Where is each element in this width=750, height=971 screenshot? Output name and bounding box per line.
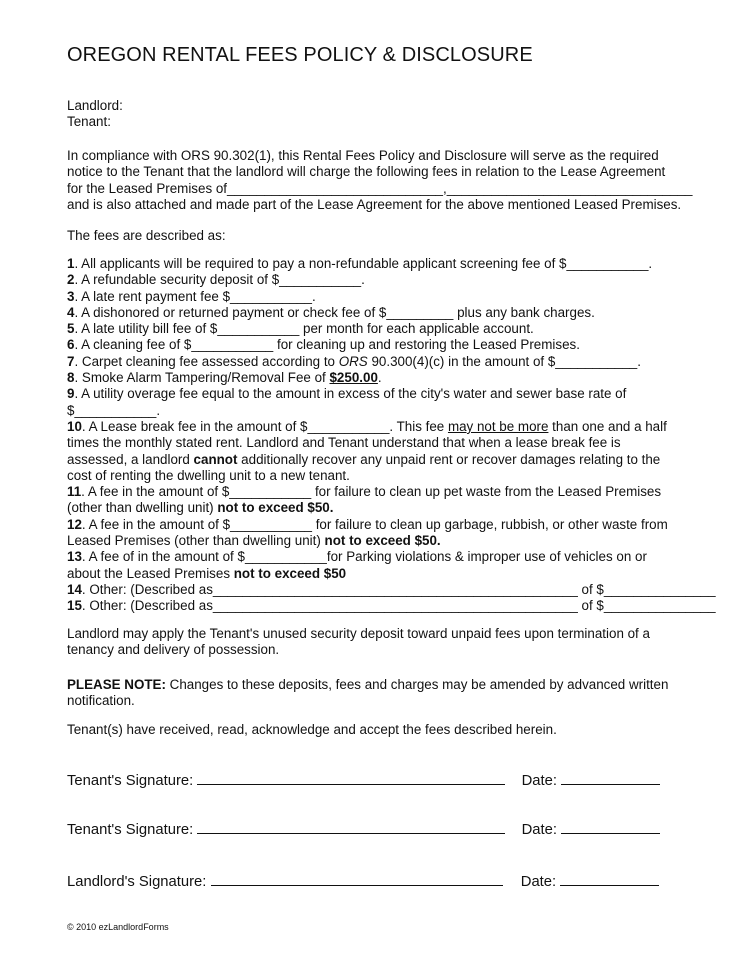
date-field[interactable] <box>561 819 660 834</box>
date-label: Date: <box>521 773 557 789</box>
note-line: notification. <box>67 693 135 709</box>
note-text: Changes to these deposits, fees and charges may be amended by advanced written <box>165 677 669 692</box>
date-field[interactable] <box>560 871 659 886</box>
fee-emphasis: may not be more <box>447 418 549 434</box>
fee-item-9-cont: $___________. <box>67 402 161 418</box>
fee-text: Leased Premises (other than dwelling unit) <box>67 533 325 549</box>
fee-text: . A Lease break fee in the amount of $___________. This fee <box>81 418 448 434</box>
fee-text: . Other: (Described as_________________________________________________ of $_______________ <box>81 598 716 614</box>
fee-emphasis: cannot <box>193 451 238 467</box>
tenant-label: Tenant: <box>67 114 111 130</box>
copyright-footer: © 2010 ezLandlordForms <box>67 922 169 932</box>
note-line <box>67 677 697 693</box>
signature-label: Landlord's Signature: <box>67 874 207 890</box>
fee-text: than one and a half <box>548 418 667 434</box>
fee-text: . <box>377 370 382 386</box>
intro-line: and is also attached and made part of the Lease Agreement for the above mentioned Leased Premises. <box>67 196 682 212</box>
fee-text: . A late utility bill fee of $___________ per month for each applicable account. <box>74 321 534 337</box>
signature-row-tenant-1 <box>67 770 660 789</box>
fee-item-3 <box>67 289 697 305</box>
fee-item-5 <box>67 321 697 337</box>
fee-number: 13 <box>67 549 82 565</box>
tenant-signature-field[interactable] <box>197 770 505 785</box>
signature-label: Tenant's Signature: <box>67 822 194 838</box>
fee-number: 7 <box>67 353 75 369</box>
fee-limit: not to exceed $50 <box>233 565 347 581</box>
landlord-label: Landlord: <box>67 98 123 113</box>
fee-text: assessed, a landlord <box>67 451 194 467</box>
fee-text: . Carpet cleaning fee assessed according to <box>74 353 339 369</box>
fee-text: 90.300(4)(c) in the amount of $___________. <box>367 353 641 369</box>
fee-text: . A refundable security deposit of $___________. <box>74 272 365 288</box>
fee-item-8 <box>67 370 697 386</box>
fee-text: (other than dwelling unit) <box>67 500 218 516</box>
fee-text: . All applicants will be required to pay a non-refundable applicant screening fee of $___________. <box>74 256 653 271</box>
fee-item-13 <box>67 549 697 565</box>
note-line: tenancy and delivery of possession. <box>67 642 280 658</box>
fee-item-15 <box>67 598 716 614</box>
fee-item-11-cont <box>67 500 697 516</box>
fee-number: 11 <box>67 484 82 500</box>
ors-reference: ORS <box>338 353 368 369</box>
fee-item-2 <box>67 272 697 288</box>
fee-number: 4 <box>67 304 75 320</box>
fee-text: . Other: (Described as_________________________________________________ of $_______________ <box>81 581 716 597</box>
fee-text: . A fee in the amount of $___________ for failure to clean up pet waste from the Leased Premises <box>81 484 662 500</box>
signature-row-landlord <box>67 871 659 890</box>
fee-item-9 <box>67 386 697 402</box>
fee-limit: not to exceed $50. <box>324 533 441 549</box>
intro-line: notice to the Tenant that the landlord will charge the following fees in relation to the Lease Agreement <box>67 164 666 180</box>
fee-item-10 <box>67 419 697 435</box>
fee-text: . A cleaning fee of $___________ for cleaning up and restoring the Leased Premises. <box>74 337 580 353</box>
fee-item-4 <box>67 305 697 321</box>
fee-number: 5 <box>67 321 75 337</box>
intro-line: In compliance with ORS 90.302(1), this Rental Fees Policy and Disclosure will serve as the required <box>67 148 659 163</box>
fee-item-1 <box>67 256 697 272</box>
fee-text: about the Leased Premises <box>67 565 234 581</box>
fees-intro: The fees are described as: <box>67 228 226 243</box>
fee-number: 1 <box>67 256 75 271</box>
fee-text: . A utility overage fee equal to the amount in excess of the city's water and sewer base rate of <box>74 386 627 402</box>
intro-paragraph <box>67 148 697 213</box>
fee-number: 6 <box>67 337 75 353</box>
tenant-signature-field[interactable] <box>197 819 505 834</box>
fee-number: 3 <box>67 288 75 304</box>
fee-item-6 <box>67 337 697 353</box>
fee-item-10-cont <box>67 452 697 468</box>
deposit-note <box>67 626 697 659</box>
fee-number: 12 <box>67 516 82 532</box>
fee-text: . A fee of in the amount of $___________for Parking violations & improper use of vehicles on or <box>81 549 647 565</box>
landlord-signature-field[interactable] <box>211 871 503 886</box>
fee-number: 15 <box>67 598 82 614</box>
fee-item-12 <box>67 517 697 533</box>
fee-item-12-cont <box>67 533 697 549</box>
fee-item-10-cont: times the monthly stated rent. Landlord and Tenant understand that when a lease break fee is <box>67 435 621 451</box>
fee-item-10-cont: cost of renting the dwelling unit to a new tenant. <box>67 467 350 483</box>
fee-item-13-cont <box>67 566 697 582</box>
fee-item-14 <box>67 581 716 598</box>
fee-number: 10 <box>67 418 82 434</box>
fee-item-11 <box>67 484 697 500</box>
parties-block <box>67 98 697 131</box>
acknowledgement: Tenant(s) have received, read, acknowledge and accept the fees described herein. <box>67 722 557 737</box>
fee-limit: not to exceed $50. <box>217 500 334 516</box>
smoke-alarm-amount: $250.00 <box>329 370 378 386</box>
fees-list <box>67 256 716 615</box>
date-label: Date: <box>521 822 557 838</box>
fee-number: 2 <box>67 272 75 288</box>
signature-row-tenant-2 <box>67 819 660 838</box>
please-note <box>67 677 697 710</box>
fee-item-7 <box>67 354 697 370</box>
signature-label: Tenant's Signature: <box>67 773 194 789</box>
fee-text: . A dishonored or returned payment or check fee of $_________ plus any bank charges. <box>74 304 595 320</box>
fee-number: 14 <box>67 581 82 597</box>
fee-number: 9 <box>67 386 75 402</box>
intro-line: for the Leased Premises of_____________________________,_________________________________ <box>67 180 693 196</box>
fee-text: . A late rent payment fee $___________. <box>74 288 316 304</box>
page-title: OREGON RENTAL FEES POLICY & DISCLOSURE <box>67 44 533 66</box>
date-label: Date: <box>520 874 557 890</box>
date-field[interactable] <box>561 770 660 785</box>
please-note-label: PLEASE NOTE: <box>67 677 166 692</box>
fee-text: . Smoke Alarm Tampering/Removal Fee of <box>74 370 330 386</box>
fee-number: 8 <box>67 370 75 386</box>
fee-text: . A fee in the amount of $___________ for failure to clean up garbage, rubbish, or other waste from <box>81 516 668 532</box>
note-line: Landlord may apply the Tenant's unused security deposit toward unpaid fees upon termination of a <box>67 626 650 641</box>
fee-text: additionally recover any unpaid rent or recover damages relating to the <box>237 451 661 467</box>
